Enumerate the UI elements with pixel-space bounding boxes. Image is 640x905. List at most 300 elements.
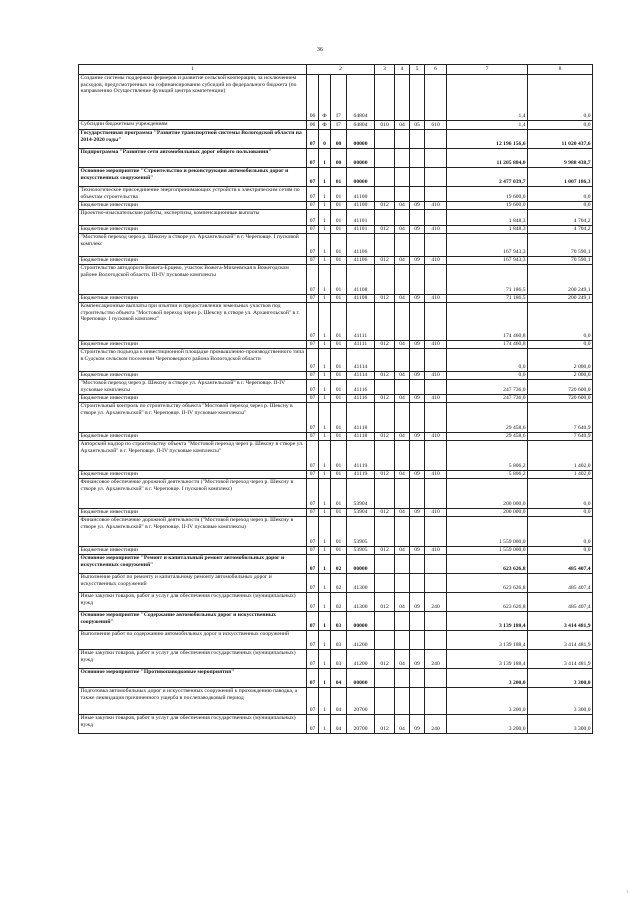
cell-c5 — [375, 688, 395, 715]
cell-c1: 07 — [307, 168, 319, 187]
cell-c6 — [395, 149, 410, 168]
cell-c2: 1 — [319, 433, 331, 441]
cell-c7 — [410, 75, 425, 121]
cell-c7: 09 — [410, 226, 425, 234]
cell-c6 — [395, 574, 410, 593]
cell-c6: 04 — [395, 509, 410, 517]
cell-v8: 0,0 — [528, 517, 593, 547]
cell-v8: 0,0 — [528, 547, 593, 555]
cell-c6: 04 — [395, 257, 410, 265]
cell-name: Строительство подъезда к инвестиционной площадке промышленно-производственного типа в Судском сельском поселении Череповецкого района Вологодской области — [79, 349, 307, 372]
cell-c4: 00000 — [347, 168, 375, 187]
cell-c3: 01 — [331, 547, 347, 555]
cell-c1: 07 — [307, 441, 319, 471]
cell-v7: 623 626,8 — [447, 574, 528, 593]
cell-c4: 20700 — [347, 715, 375, 734]
cell-c2: 1 — [319, 202, 331, 210]
cell-c2: 1 — [319, 234, 331, 257]
cell-c6 — [395, 130, 410, 149]
cell-c3: 01 — [331, 471, 347, 479]
cell-c4: 00000 — [347, 612, 375, 631]
cell-v8: 2 000,0 — [528, 349, 593, 372]
cell-c5 — [375, 517, 395, 547]
cell-c5: 012 — [375, 593, 395, 612]
cell-c7: 09 — [410, 509, 425, 517]
cell-c7 — [410, 130, 425, 149]
cell-c5 — [375, 234, 395, 257]
cell-c3: 01 — [331, 517, 347, 547]
cell-c1: 07 — [307, 341, 319, 349]
cell-name: Бюджетные инвестиции — [79, 547, 307, 555]
cell-c4: 41200 — [347, 650, 375, 669]
cell-c6 — [395, 612, 410, 631]
cell-c3: 01 — [331, 234, 347, 257]
cell-v8: 1 007 186,3 — [528, 168, 593, 187]
cell-c7 — [410, 555, 425, 574]
cell-c8: 410 — [425, 202, 447, 210]
table-row — [79, 471, 593, 479]
cell-c8: 610 — [425, 121, 447, 130]
cell-v7: 12 196 156,6 — [447, 130, 528, 149]
cell-c3: 01 — [331, 257, 347, 265]
cell-c1: 07 — [307, 555, 319, 574]
cell-v8: 3 300,0 — [528, 688, 593, 715]
cell-v7: 174 460,8 — [447, 303, 528, 341]
cell-c5 — [375, 403, 395, 433]
table-row — [79, 341, 593, 349]
cell-c8: 410 — [425, 395, 447, 403]
cell-v8: 3 414 481,9 — [528, 650, 593, 669]
cell-c1: 07 — [307, 631, 319, 650]
cell-c2: 1 — [319, 471, 331, 479]
header-col-5: 5 — [410, 65, 425, 75]
cell-c3: 01 — [331, 403, 347, 433]
cell-c1: 07 — [307, 574, 319, 593]
cell-c4: 41200 — [347, 631, 375, 650]
cell-v7: 3 200,0 — [447, 715, 528, 734]
cell-c8: 410 — [425, 257, 447, 265]
cell-v7: 1,4 — [447, 121, 528, 130]
cell-name: Бюджетные инвестиции — [79, 509, 307, 517]
cell-c4: 41114 — [347, 349, 375, 372]
cell-v7: 623 626,8 — [447, 593, 528, 612]
cell-c8 — [425, 612, 447, 631]
cell-c1: 07 — [307, 265, 319, 295]
cell-v8: 485 407,4 — [528, 555, 593, 574]
cell-v7: 1,4 — [447, 75, 528, 121]
cell-c6 — [395, 688, 410, 715]
header-col-1: 1 — [79, 65, 307, 75]
cell-c3: 01 — [331, 441, 347, 471]
cell-c5 — [375, 669, 395, 688]
cell-c2: 1 — [319, 395, 331, 403]
cell-c7: 09 — [410, 650, 425, 669]
header-col-6: 6 — [425, 65, 447, 75]
cell-c3: 04 — [331, 688, 347, 715]
cell-c7 — [410, 149, 425, 168]
cell-v7: 3 139 188,4 — [447, 612, 528, 631]
cell-c8: 410 — [425, 471, 447, 479]
cell-c1: 07 — [307, 688, 319, 715]
cell-name: Подпрограмма "Развитие сети автомобильных дорог общего пользования" — [79, 149, 307, 168]
cell-c3: 01 — [331, 509, 347, 517]
cell-c3: 01 — [331, 341, 347, 349]
cell-c7 — [410, 265, 425, 295]
cell-c3: 00 — [331, 149, 347, 168]
cell-c1: 07 — [307, 202, 319, 210]
cell-c2: 1 — [319, 612, 331, 631]
cell-v8: 0,0 — [528, 75, 593, 121]
cell-c4: 00000 — [347, 149, 375, 168]
cell-v8: 7 640,9 — [528, 403, 593, 433]
cell-c2: 1 — [319, 517, 331, 547]
cell-c3: 01 — [331, 349, 347, 372]
cell-c2: 1 — [319, 688, 331, 715]
cell-v7: 1 848,3 — [447, 226, 528, 234]
cell-c3: 03 — [331, 612, 347, 631]
cell-c1: 07 — [307, 395, 319, 403]
cell-v8: 3 414 481,9 — [528, 612, 593, 631]
cell-c2: 1 — [319, 441, 331, 471]
cell-c3: I7 — [331, 121, 347, 130]
cell-c4: 41119 — [347, 471, 375, 479]
table-row — [79, 715, 593, 734]
cell-c8 — [425, 403, 447, 433]
cell-c5 — [375, 168, 395, 187]
cell-name: Компенсационные выплаты при изъятии и предоставлении земельных участков под строительство объекта "Мостовой переход через р. Шексну в створе ул. Архангельской" в г. Череповце. I пусковой комплекс" — [79, 303, 307, 341]
cell-name: Государственная программа "Развитие транспортной системы Вологодской области на 2014-2020 годы" — [79, 130, 307, 149]
cell-v8: 11 020 437,6 — [528, 130, 593, 149]
cell-c2: 1 — [319, 509, 331, 517]
cell-c5 — [375, 612, 395, 631]
cell-v8: 1 402,0 — [528, 441, 593, 471]
cell-c8: 240 — [425, 650, 447, 669]
cell-name: Выполнение работ по ремонту и капитальному ремонту автомобильных дорог и искусственных сооружений — [79, 574, 307, 593]
cell-c4: 41108 — [347, 295, 375, 303]
cell-c4: 41119 — [347, 441, 375, 471]
table-row — [79, 380, 593, 395]
cell-c1: 07 — [307, 612, 319, 631]
cell-c8: 410 — [425, 341, 447, 349]
cell-c7 — [410, 688, 425, 715]
cell-c2: 1 — [319, 265, 331, 295]
cell-c1: 07 — [307, 210, 319, 226]
cell-c1: 07 — [307, 650, 319, 669]
cell-name: Строительство автодороги Вожега-Ерцево, участок Вожега-Михеевская в Вожегодском районе Вологодской области. III-IV пусковые комплексы — [79, 265, 307, 295]
table-row — [79, 547, 593, 555]
cell-c3: 03 — [331, 650, 347, 669]
cell-c3: 03 — [331, 631, 347, 650]
cell-c2: 1 — [319, 650, 331, 669]
cell-c5 — [375, 574, 395, 593]
cell-c5 — [375, 130, 395, 149]
cell-c6 — [395, 555, 410, 574]
cell-c4: 41111 — [347, 303, 375, 341]
table-row — [79, 130, 593, 149]
cell-c5 — [375, 380, 395, 395]
cell-c5 — [375, 349, 395, 372]
cell-c7 — [410, 349, 425, 372]
cell-v7: 71 186,5 — [447, 265, 528, 295]
cell-v8: 7 640,9 — [528, 433, 593, 441]
cell-c7 — [410, 631, 425, 650]
cell-c4: 41108 — [347, 265, 375, 295]
header-col-7: 7 — [447, 65, 528, 75]
cell-c4: 41111 — [347, 341, 375, 349]
cell-c6: 04 — [395, 341, 410, 349]
cell-c5: 012 — [375, 433, 395, 441]
cell-v8: 3 414 481,9 — [528, 631, 593, 650]
cell-c4: 41100 — [347, 187, 375, 202]
cell-c1: 07 — [307, 380, 319, 395]
cell-v7: 29 458,6 — [447, 433, 528, 441]
cell-c2: 1 — [319, 226, 331, 234]
cell-name: Иные закупки товаров, работ и услуг для обеспечения государственных (муниципальных) нужд — [79, 650, 307, 669]
cell-c7 — [410, 187, 425, 202]
cell-c8 — [425, 168, 447, 187]
corner-mark: ı — [626, 889, 628, 895]
table-row — [79, 517, 593, 547]
cell-c5 — [375, 479, 395, 509]
cell-name: Основное мероприятие "Противопаводковые мероприятия" — [79, 669, 307, 688]
cell-c8 — [425, 149, 447, 168]
cell-c3: 01 — [331, 395, 347, 403]
cell-c2: 1 — [319, 168, 331, 187]
cell-c1: 07 — [307, 509, 319, 517]
table-header-row — [79, 65, 593, 75]
cell-c1: 07 — [307, 295, 319, 303]
table-row — [79, 574, 593, 593]
cell-c7: 09 — [410, 593, 425, 612]
cell-c1: 07 — [307, 303, 319, 341]
cell-v7: 5 806,2 — [447, 471, 528, 479]
cell-c4: 00000 — [347, 130, 375, 149]
cell-c2: 1 — [319, 631, 331, 650]
table-row — [79, 75, 593, 121]
cell-c7 — [410, 380, 425, 395]
cell-c6: 04 — [395, 295, 410, 303]
cell-name: Бюджетные инвестиции — [79, 202, 307, 210]
cell-c3: 01 — [331, 265, 347, 295]
cell-c6: 04 — [395, 372, 410, 380]
cell-c8 — [425, 303, 447, 341]
cell-c2: 1 — [319, 187, 331, 202]
table-row — [79, 433, 593, 441]
cell-c8 — [425, 517, 447, 547]
cell-c1: 07 — [307, 149, 319, 168]
cell-v8: 720 600,0 — [528, 395, 593, 403]
cell-v7: 71 186,5 — [447, 295, 528, 303]
cell-c7: 09 — [410, 257, 425, 265]
cell-v8: 9 988 438,7 — [528, 149, 593, 168]
budget-table — [78, 64, 593, 734]
cell-v7: 3 139 188,4 — [447, 631, 528, 650]
cell-c6 — [395, 187, 410, 202]
cell-c2: 1 — [319, 210, 331, 226]
cell-c8 — [425, 75, 447, 121]
table-row — [79, 631, 593, 650]
cell-c5 — [375, 149, 395, 168]
table-row — [79, 234, 593, 257]
cell-v7: 19 600,0 — [447, 187, 528, 202]
cell-c1: 07 — [307, 372, 319, 380]
cell-c8 — [425, 555, 447, 574]
cell-c3: 01 — [331, 372, 347, 380]
table-row — [79, 226, 593, 234]
table-row — [79, 210, 593, 226]
cell-c5 — [375, 187, 395, 202]
cell-v7: 1 559 000,0 — [447, 517, 528, 547]
cell-name: Бюджетные инвестиции — [79, 395, 307, 403]
cell-c8: 410 — [425, 547, 447, 555]
cell-c5: 012 — [375, 650, 395, 669]
cell-v8: 3 300,0 — [528, 715, 593, 734]
table-row — [79, 479, 593, 509]
cell-c5 — [375, 75, 395, 121]
cell-c3: 01 — [331, 380, 347, 395]
cell-c4: 41118 — [347, 433, 375, 441]
cell-c4: 53905 — [347, 517, 375, 547]
cell-c2: 1 — [319, 669, 331, 688]
cell-v8: 0,0 — [528, 121, 593, 130]
cell-c4: 20700 — [347, 688, 375, 715]
cell-name: Подготовка автомобильных дорог и искусственных сооружений к прохождению паводка, а также ликвидация причиненного ущерба в послепаводковый период — [79, 688, 307, 715]
cell-c3: 01 — [331, 187, 347, 202]
cell-c1: 07 — [307, 479, 319, 509]
cell-c2: 1 — [319, 593, 331, 612]
table-row — [79, 303, 593, 341]
table-row — [79, 149, 593, 168]
cell-c6 — [395, 380, 410, 395]
cell-c3: 02 — [331, 555, 347, 574]
cell-c8 — [425, 688, 447, 715]
cell-c7 — [410, 168, 425, 187]
cell-c6 — [395, 441, 410, 471]
cell-v8: 0,0 — [528, 187, 593, 202]
cell-c5: 012 — [375, 372, 395, 380]
cell-c7 — [410, 479, 425, 509]
table-row — [79, 555, 593, 574]
cell-c1: 07 — [307, 226, 319, 234]
cell-v7: 167 943,3 — [447, 257, 528, 265]
cell-c6 — [395, 669, 410, 688]
header-col-2: 2 — [307, 65, 375, 75]
cell-c2: 1 — [319, 295, 331, 303]
cell-c7 — [410, 441, 425, 471]
cell-c1: 07 — [307, 130, 319, 149]
cell-c6 — [395, 168, 410, 187]
cell-v7: 3 200,0 — [447, 688, 528, 715]
cell-c2: 1 — [319, 555, 331, 574]
cell-c6: 04 — [395, 547, 410, 555]
cell-c1: 07 — [307, 257, 319, 265]
table-row — [79, 202, 593, 210]
cell-c7 — [410, 574, 425, 593]
cell-v7: 623 626,8 — [447, 555, 528, 574]
cell-c8 — [425, 234, 447, 257]
cell-c3: 00 — [331, 130, 347, 149]
cell-c5: 012 — [375, 395, 395, 403]
cell-c4: 41106 — [347, 234, 375, 257]
cell-c1: 07 — [307, 593, 319, 612]
cell-v8: 200 249,1 — [528, 265, 593, 295]
cell-c3: 01 — [331, 479, 347, 509]
cell-c7: 09 — [410, 715, 425, 734]
cell-v7: 29 458,6 — [447, 403, 528, 433]
cell-c1: 07 — [307, 715, 319, 734]
cell-c6 — [395, 479, 410, 509]
cell-c3: 01 — [331, 202, 347, 210]
cell-name: Иные закупки товаров, работ и услуг для обеспечения государственных (муниципальных) нужд — [79, 715, 307, 734]
cell-name: Субсидии бюджетным учреждениям — [79, 121, 307, 130]
cell-c3: 02 — [331, 593, 347, 612]
cell-c1: 07 — [307, 433, 319, 441]
cell-v8: 3 300,0 — [528, 669, 593, 688]
cell-v8: 485 407,4 — [528, 593, 593, 612]
cell-c2: 1 — [319, 403, 331, 433]
cell-c2: 1 — [319, 149, 331, 168]
cell-name: Бюджетные инвестиции — [79, 471, 307, 479]
cell-c1: 07 — [307, 471, 319, 479]
cell-name: Бюджетные инвестиции — [79, 295, 307, 303]
cell-c4: 53904 — [347, 479, 375, 509]
cell-c5: 012 — [375, 715, 395, 734]
cell-c4: 41116 — [347, 395, 375, 403]
cell-c6 — [395, 403, 410, 433]
cell-c7 — [410, 234, 425, 257]
cell-c7: 09 — [410, 395, 425, 403]
cell-name: Иные закупки товаров, работ и услуг для обеспечения государственных (муниципальных) нужд — [79, 593, 307, 612]
cell-c6: 04 — [395, 650, 410, 669]
cell-v8: 0,0 — [528, 303, 593, 341]
cell-name: "Мостовой переход через р. Шексну в створе ул. Архангельской" в г. Череповце. I пусковой комплекс — [79, 234, 307, 257]
cell-v7: 1 559 000,0 — [447, 547, 528, 555]
cell-c2: 1 — [319, 303, 331, 341]
cell-c6 — [395, 265, 410, 295]
cell-c7 — [410, 517, 425, 547]
cell-c8 — [425, 479, 447, 509]
cell-c7: 09 — [410, 433, 425, 441]
table-row — [79, 121, 593, 130]
cell-v7: 247 736,0 — [447, 395, 528, 403]
cell-c3: 04 — [331, 715, 347, 734]
cell-c1: 07 — [307, 403, 319, 433]
cell-c8 — [425, 130, 447, 149]
cell-v7: 200 000,0 — [447, 479, 528, 509]
table-row — [79, 612, 593, 631]
header-col-3: 3 — [375, 65, 395, 75]
cell-c8: 410 — [425, 372, 447, 380]
cell-v7: 0,0 — [447, 349, 528, 372]
cell-c8: 410 — [425, 295, 447, 303]
table-row — [79, 168, 593, 187]
cell-c7 — [410, 669, 425, 688]
cell-v8: 1 402,0 — [528, 471, 593, 479]
header-col-4: 4 — [395, 65, 410, 75]
cell-name: Выполнение работ по содержанию автомобильных дорог и искусственных сооружений — [79, 631, 307, 650]
cell-c5: 012 — [375, 341, 395, 349]
cell-c4: 00000 — [347, 555, 375, 574]
cell-c1: 07 — [307, 234, 319, 257]
cell-c6 — [395, 234, 410, 257]
cell-name: Финансовое обеспечение дорожной деятельности ("Мостовой переход через р. Шексну в створе ул. Архангельской" в г. Череповце. I пусковой комплекс) — [79, 479, 307, 509]
cell-c5 — [375, 555, 395, 574]
cell-c8: 240 — [425, 715, 447, 734]
cell-c8 — [425, 349, 447, 372]
cell-v8: 485 407,4 — [528, 574, 593, 593]
table-row — [79, 669, 593, 688]
cell-c2: Ф — [319, 121, 331, 130]
